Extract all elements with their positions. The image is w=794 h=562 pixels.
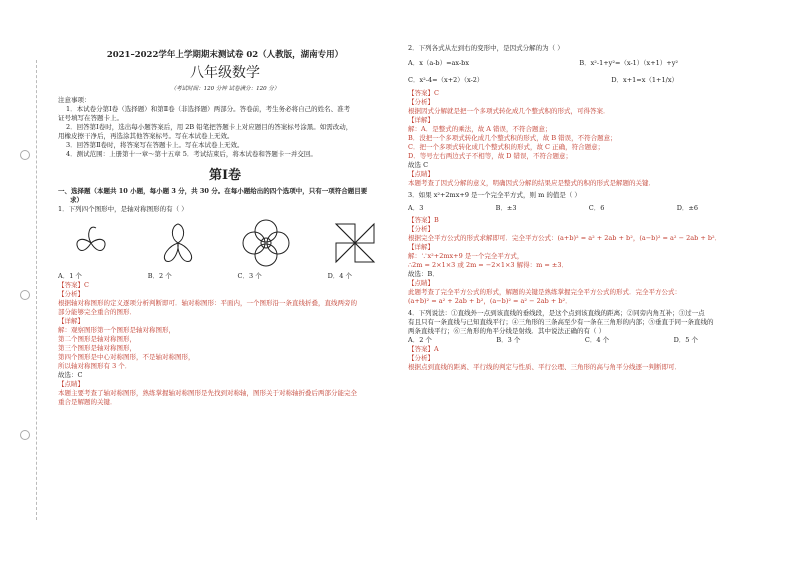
q4-answer: 【答案】A — [408, 345, 439, 353]
q1-figures — [58, 214, 392, 272]
notes-list — [58, 105, 392, 159]
q2-detail-line: C．把一个多项式转化成几个整式积的形式，故 C 正确，符合题意； — [408, 143, 605, 151]
option-a: A．3 — [408, 204, 424, 212]
q1-stem: 1．下列四个图形中，是轴对称图形的有（ ） — [58, 205, 188, 213]
q2-analysis-line: 根据因式分解就是把一个多项式转化成几个整式积的形式，可得答案． — [408, 107, 610, 115]
q2-analysis-label: 【分析】 — [408, 98, 434, 106]
option-b: B．x²-1+y²=（x-1）（x+1）+y² — [579, 59, 678, 67]
q1-options — [58, 272, 392, 281]
q4-stem-line: 有且只有一条直线与已知直线平行；④三角形的三条高至少有一条在三角形的内部；⑤垂直于同一条直线的 — [408, 318, 714, 326]
four-circle-flower-figure — [241, 218, 291, 268]
q2-answer: 【答案】C — [408, 89, 439, 97]
option-b: B．±3 — [495, 204, 517, 212]
q3-detail-label: 【详解】 — [408, 243, 434, 251]
pinwheel-figure — [332, 220, 378, 266]
option-a: A．2 个 — [408, 336, 432, 344]
q2-detail-label: 【详解】 — [408, 116, 434, 124]
exam-info: （考试时间：120 分钟 试卷满分：120 分） — [170, 86, 280, 92]
q1-detail-line: 第三个图形是轴对称图形， — [58, 344, 136, 352]
q1-comment-line: 重合是解题的关键． — [58, 398, 117, 406]
q2-options-row2 — [408, 76, 738, 85]
q4-stem-line: 4．下列说法：①直线外一点到该直线的垂线段，是这个点到该直线的距离；②同旁内角互补；③过一点 — [408, 309, 705, 317]
q1-detail-line: 所以轴对称图形有 3 个． — [58, 362, 132, 370]
right-column — [408, 44, 738, 372]
q1-answer: 【答案】C — [58, 281, 89, 289]
option-d: D．x+1=x（1+1/x） — [611, 76, 678, 84]
option-d: D．4 个 — [327, 272, 352, 280]
q1-comment-line: 本题主要考查了轴对称图形，熟练掌握轴对称图形是先找到对称轴，图形关于对称轴折叠后两部分能完全 — [58, 389, 357, 397]
q2-options-row1 — [408, 59, 738, 68]
binding-hole-mark — [20, 290, 30, 300]
option-c: C．x²-4=（x+2）（x-2） — [408, 76, 484, 84]
q2-stem: 2．下列各式从左到右的变形中，是因式分解的为（ ） — [408, 44, 564, 52]
option-d: D．±6 — [676, 204, 698, 212]
note-line: 2．回答第Ⅰ卷时，选出每小题答案后，用 2B 铅笔把答题卡上对应题目的答案标号涂黑。如需改动， — [66, 123, 353, 131]
q4-options — [408, 336, 738, 345]
note-line: 3．回答第Ⅱ卷时，将答案写在答题卡上。写在本试卷上无效。 — [66, 141, 244, 149]
q1-detail-label: 【详解】 — [58, 317, 84, 325]
q2-comment-label: 【点睛】 — [408, 170, 434, 178]
q3-options — [408, 204, 738, 213]
note-line: 4．测试范围：上册第十一章～第十五章 5．考试结束后，将本试卷和答题卡一并交回。 — [66, 150, 317, 158]
q3-stem: 3．如果 x²+2mx+9 是一个完全平方式，则 m 的值是（ ） — [408, 191, 581, 199]
q3-detail-line: ∴2m = 2×1×3 或 2m = −2×1×3 解得：m = ±3． — [408, 261, 568, 269]
note-line: 1．本试卷分第Ⅰ卷（选择题）和第Ⅱ卷（非选择题）两部分。答卷前，考生务必将自己的姓名、准考 — [66, 105, 351, 113]
note-line: 用橡皮擦干净后，再选涂其他答案标号。写在本试卷上无效。 — [58, 132, 234, 140]
option-a: A．x（a-b）=ax-bx — [408, 59, 469, 67]
q1-detail-line: 故选：C — [58, 371, 83, 379]
part1-title: 第Ⅰ卷 — [208, 168, 242, 183]
q3-analysis-line: 根据完全平方公式的形式求解即可．完全平方公式：(a+b)² = a² + 2ab + b²，(a−b)² = a² − 2ab + b²． — [408, 234, 722, 242]
q2-detail-line: 解：A．是整式的乘法，故 A 错误，不符合题意； — [408, 125, 552, 133]
q1-comment-label: 【点睛】 — [58, 380, 84, 388]
q2-detail-line: B．没把一个多项式转化成几个整式积的形式，故 B 错误，不符合题意； — [408, 134, 617, 142]
q3-detail-line: 故选：B． — [408, 270, 439, 278]
q4-stem-line: 两条直线平行；⑥三角形的角平分线是射线．其中说法正确的有（ ） — [408, 327, 606, 335]
three-petal-figure — [155, 220, 201, 266]
option-d: D．5 个 — [673, 336, 698, 344]
option-c: C．4 个 — [584, 336, 610, 344]
binding-hole-mark — [20, 430, 30, 440]
q1-analysis-line: 根据轴对称图形的定义逐项分析判断即可．轴对称图形：平面内，一个图形沿一条直线折叠，直线两旁的 — [58, 299, 357, 307]
option-a: A．1 个 — [58, 272, 82, 280]
option-b: B．3 个 — [496, 336, 521, 344]
q4-analysis-label: 【分析】 — [408, 354, 434, 362]
option-c: C．6 — [588, 204, 605, 212]
q3-detail-line: 解：∵x²+2mx+9 是一个完全平方式， — [408, 252, 524, 260]
q1-detail-line: 解：观察图形第一个图形是轴对称图形， — [58, 326, 175, 334]
binding-hole-mark — [20, 150, 30, 160]
option-b: B．2 个 — [147, 272, 172, 280]
q3-comment-label: 【点睛】 — [408, 279, 434, 287]
q3-analysis-label: 【分析】 — [408, 225, 434, 233]
q4-analysis-line: 根据点到直线的距离、平行线的判定与性质、平行公理、三角形的高与角平分线逐一判断即可． — [408, 363, 681, 371]
section1-heading: 一、选择题（本题共 10 小题，每小题 3 分，共 30 分。在每小题给出的四个选项中，只有一项符合题目要 — [58, 187, 368, 195]
q2-detail-line: D．等号左右两边式子不相等，故 D 错误，不符合题意； — [408, 152, 573, 160]
section1-heading-cont: 求） — [70, 196, 83, 204]
q1-detail-line: 第二个图形是轴对称图形， — [58, 335, 136, 343]
q1-analysis-label: 【分析】 — [58, 290, 84, 298]
option-c: C．3 个 — [237, 272, 262, 280]
q3-answer: 【答案】B — [408, 216, 439, 224]
left-column — [58, 44, 392, 407]
exam-subject: 八年级数学 — [190, 65, 260, 81]
q3-comment-line: (a+b)² = a² + 2ab + b²，(a−b)² = a² − 2ab + b²． — [408, 297, 572, 305]
q3-comment-line: 此题考查了完全平方公式的形式，解题的关键是熟练掌握完全平方公式的形式．完全平方公式： — [408, 288, 681, 296]
q2-comment-line: 本题考查了因式分解的意义，明确因式分解的结果应是整式的积的形式是解题的关键． — [408, 179, 655, 187]
q1-analysis-line: 部分能够完全重合的图形． — [58, 308, 136, 316]
q2-detail-line: 故选 C — [408, 161, 429, 169]
propeller-figure — [68, 220, 114, 266]
note-line: 证号填写在答题卡上。 — [58, 114, 123, 122]
notes-heading: 注意事项： — [58, 96, 91, 104]
q1-detail-line: 第四个图形是中心对称图形，不是轴对称图形， — [58, 353, 195, 361]
exam-title: 2021–2022学年上学期期末测试卷 02（人教版，湖南专用） — [106, 50, 344, 60]
